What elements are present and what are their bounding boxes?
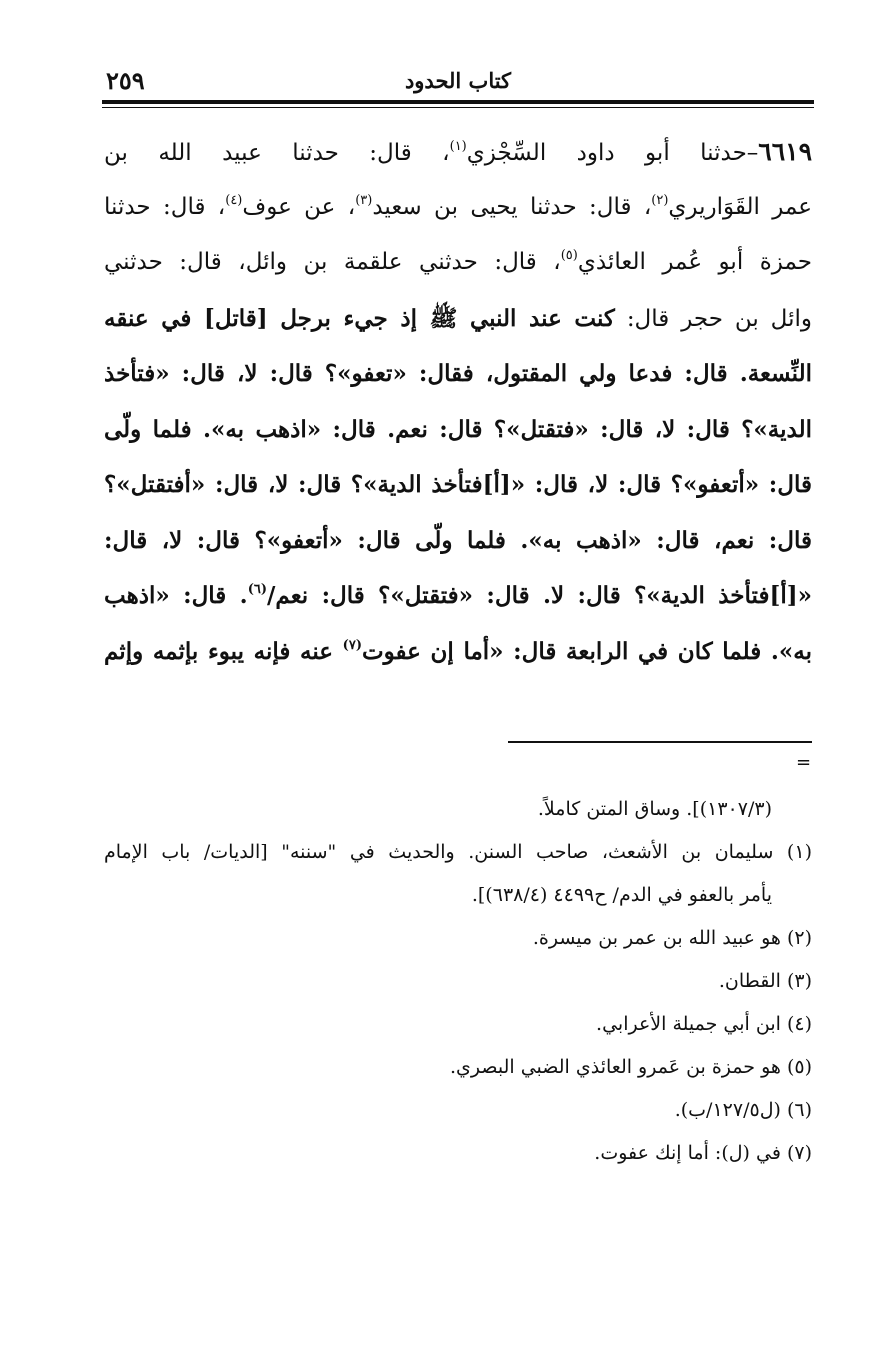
continuation-mark: =	[796, 752, 812, 773]
hadith-number: ٦٦١٩	[758, 137, 812, 166]
footnote-5: (٥) هو حمزة بن عَمرو العائذي الضبي البصري.	[449, 1056, 812, 1078]
footnote-ref-3[interactable]: (٣)	[355, 192, 373, 208]
page-number: ٢٥٩	[106, 66, 145, 95]
header-rule-thin	[102, 107, 814, 108]
footnote-1-line-2: يأمر بالعفو في الدم/ ح٤٤٩٩ (٦٣٨/٤)].	[471, 884, 772, 906]
footnote-6: (٦) (ل١٢٧/٥/ب).	[674, 1099, 812, 1121]
footnote-ref-5[interactable]: (٥)	[560, 248, 578, 263]
hadith-line-3: حمزة أبو عُمر العائذي$^{(٥)}$، قال: حدثني علقمة بن وائل، قال: حدثني	[104, 248, 812, 275]
hadith-line-5: النِّسعة. قال: فدعا ولي المقتول، فقال: «تعفو»؟ قال: لا، قال: «فتأخذ	[104, 360, 812, 387]
footnote-4: (٤) ابن أبي جميلة الأعرابي.	[596, 1013, 812, 1035]
hadith-line-7: قال: «أتعفو»؟ قال: لا، قال: «[أ]فتأخذ الدية»؟ قال: لا، قال: «أفتقتل»؟	[104, 471, 812, 498]
footnote-carryover: (١٣٠٧/٣)]. وساق المتن كاملاً.	[537, 798, 772, 820]
footnote-ref-7[interactable]: (٧)	[342, 637, 362, 653]
running-header	[102, 66, 814, 100]
footnote-ref-4[interactable]: (٤)	[225, 192, 243, 208]
footnote-7: (٧) في (ل): أما إنك عفوت.	[594, 1142, 812, 1164]
hadith-line-10: به». فلما كان في الرابعة قال: «أما إن عفوت$^{(٧)}$ عنه فإنه يبوء بإثمه وإثم	[104, 637, 812, 665]
footnotes	[104, 788, 812, 1175]
hadith-line-9: «[أ]فتأخذ الدية»؟ قال: لا. قال: «فتقتل»؟ قال: نعم/$^{(٦)}$. قال: «اذهب	[104, 582, 812, 609]
footnote-1-line-1: (١) سليمان بن الأشعث، صاحب السنن. والحديث في "سننه" [الديات/ باب الإمام	[104, 841, 812, 863]
hadith-text	[104, 124, 812, 679]
header-rule	[102, 100, 814, 104]
hadith-line-1: ٦٦١٩–حدثنا أبو داود السِّجْزي$^{(١)}$، قال: حدثنا عبيد الله بن	[104, 137, 812, 166]
hadith-line-4: وائل بن حجر قال: كنت عند النبي ﷺ إذ جيء برجل [قاتل] في عنقه	[104, 304, 812, 332]
footnote-ref-1[interactable]: (١)	[449, 139, 467, 154]
footnote-separator	[508, 741, 812, 743]
footnote-3: (٣) القطان.	[718, 970, 812, 992]
footnote-2: (٢) هو عبيد الله بن عمر بن ميسرة.	[532, 927, 812, 949]
book-title: كتاب الحدود	[404, 68, 512, 93]
hadith-line-8: قال: نعم، قال: «اذهب به». فلما ولّى قال: «أتعفو»؟ قال: لا، قال:	[104, 526, 812, 554]
hadith-line-2: عمر القَوَاريري$^{(٢)}$، قال: حدثنا يحيى بن سعيد$^{(٣)}$، عن عوف$^{(٤)}$، قال: حدثنا	[104, 192, 812, 220]
footnote-ref-2[interactable]: (٢)	[651, 192, 669, 208]
hadith-line-6: الدية»؟ قال: لا، قال: «فتقتل»؟ قال: نعم. قال: «اذهب به». فلما ولّى	[104, 415, 812, 443]
footnote-ref-6[interactable]: (٦)	[247, 582, 267, 597]
